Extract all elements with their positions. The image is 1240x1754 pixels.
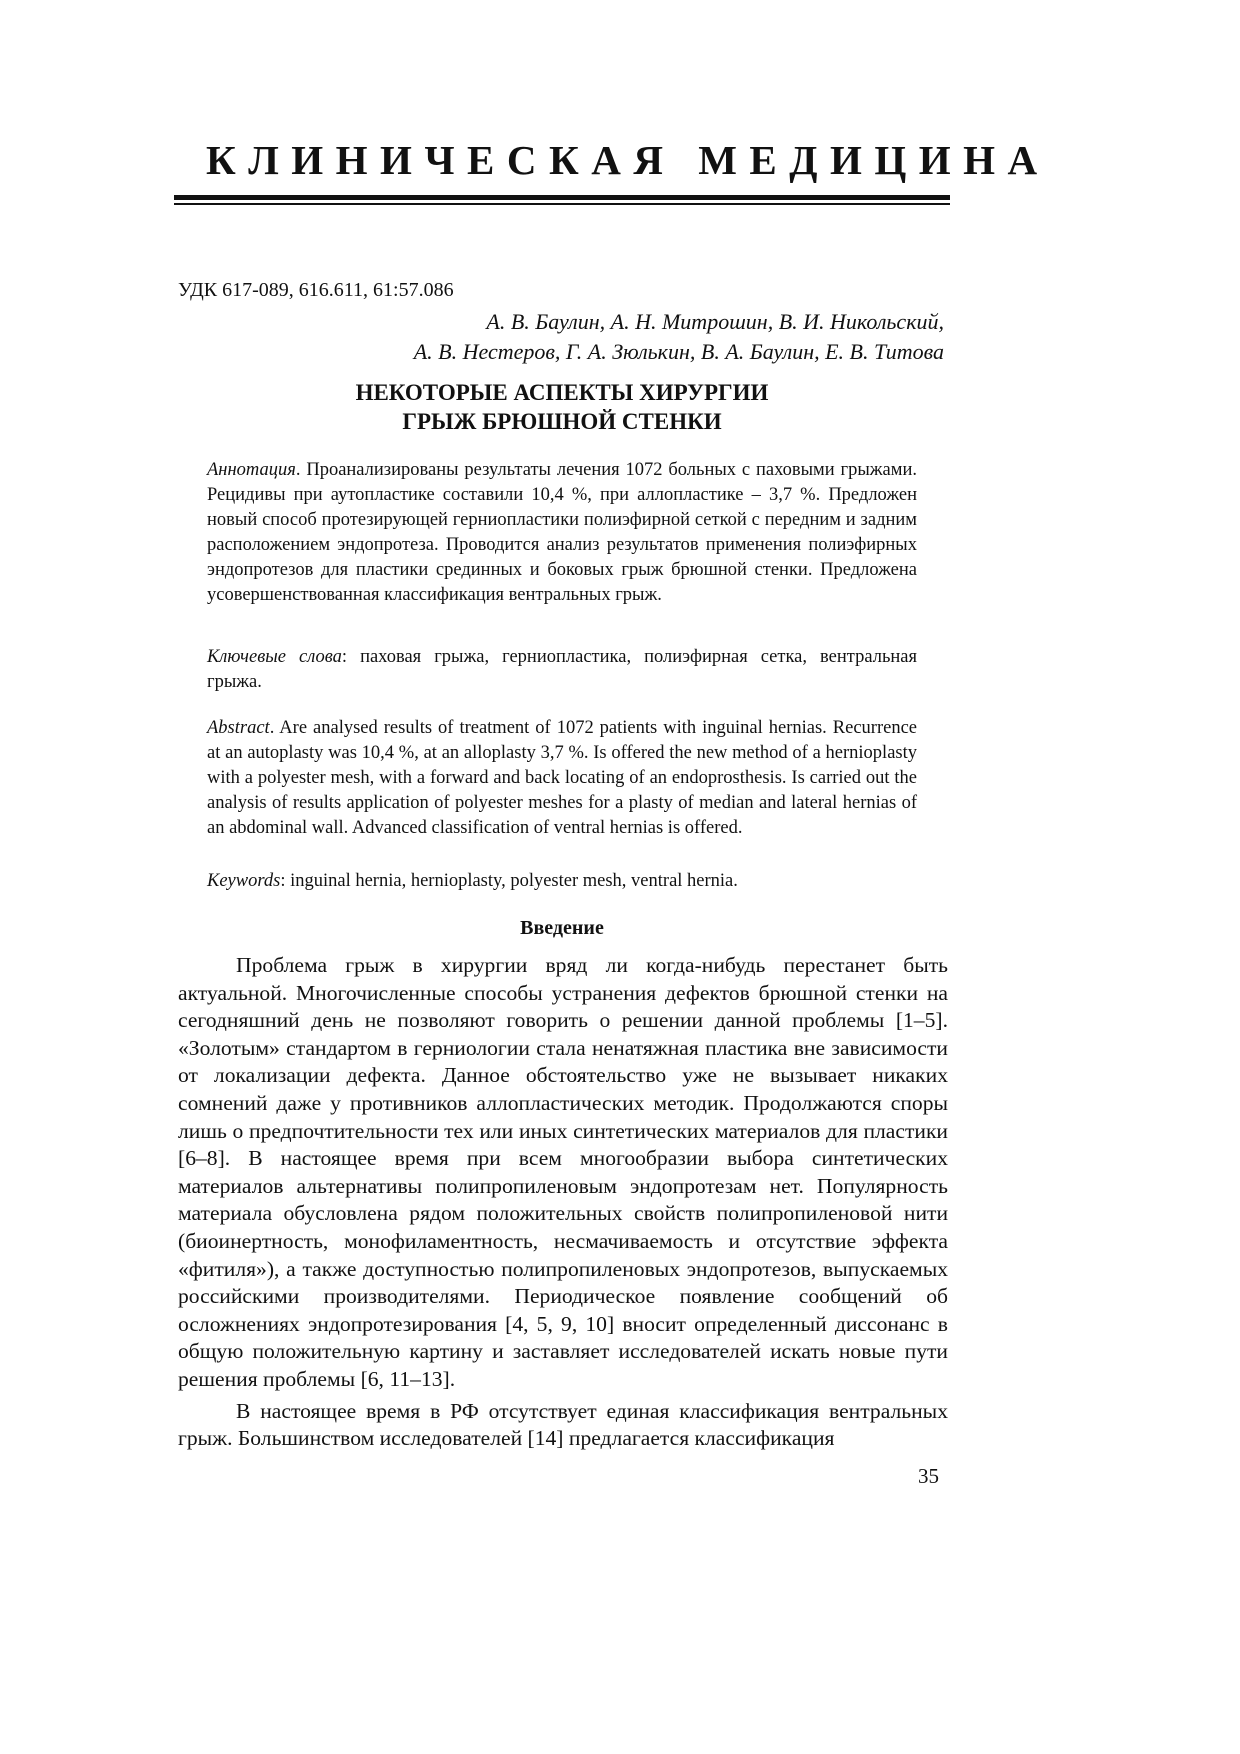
abstract-ru-text: . Проанализированы результаты лечения 1072 больных с паховыми грыжами. Рецидивы при аутопластике составили 10,4 %, при аллопластике – 3,7 %. Предложен новый способ протезирующей герниопластики полиэфирной сеткой с передним и задним расположением эндопротеза. Проводится анализ результатов применения полиэфирных эндопротезов для пластики срединных и боковых грыж брюшной стенки. Предложена усовершенствованная классификация вентральных грыж. bbox=[207, 460, 917, 605]
article-title bbox=[174, 378, 950, 436]
abstract-en-text: . Are analysed results of treatment of 1072 patients with inguinal hernias. Recurrence at an autoplasty was 10,4 %, at an alloplasty 3,7 %. Is offered the new method of a hernioplasty with a polyester mesh, with a forward and back locating of an endoprosthesis. Is carried out the analysis of results application of polyester meshes for a plasty of median and lateral hernias of an abdominal wall. Advanced classification of ventral hernias is offered. bbox=[207, 718, 917, 838]
header-rule-thin bbox=[174, 203, 950, 205]
keywords-en-text: : inguinal hernia, hernioplasty, polyester mesh, ventral hernia. bbox=[280, 871, 738, 891]
section-title: КЛИНИЧЕСКАЯ МЕДИЦИНА bbox=[206, 137, 1050, 183]
body-text bbox=[178, 952, 948, 1457]
authors-line-2: А. В. Нестеров, Г. А. Зюлькин, В. А. Баулин, Е. В. Титова bbox=[413, 339, 944, 364]
authors bbox=[184, 307, 944, 367]
keywords-en bbox=[207, 869, 917, 894]
header-rule-thick bbox=[174, 195, 950, 200]
page-number: 35 bbox=[918, 1464, 939, 1488]
keywords-ru bbox=[207, 645, 917, 695]
abstract-en-label: Abstract bbox=[207, 718, 270, 738]
abstract-ru-label: Аннотация bbox=[207, 460, 296, 480]
body-paragraph-2: В настоящее время в РФ отсутствует единая классификация вентральных грыж. Большинством исследователей [14] предлагается классификация bbox=[178, 1398, 948, 1451]
keywords-en-label: Keywords bbox=[207, 871, 281, 891]
keywords-ru-text: : паховая грыжа, герниопластика, полиэфирная сетка, вентральная грыжа. bbox=[207, 647, 918, 692]
article-title-line-2: ГРЫЖ БРЮШНОЙ СТЕНКИ bbox=[402, 409, 722, 434]
udc-code: УДК 617-089, 616.611, 61:57.086 bbox=[178, 279, 454, 301]
article-title-line-1: НЕКОТОРЫЕ АСПЕКТЫ ХИРУРГИИ bbox=[355, 380, 769, 405]
intro-heading: Введение bbox=[520, 917, 604, 939]
section-header bbox=[174, 137, 1050, 205]
abstract-en bbox=[207, 716, 917, 841]
keywords-ru-label: Ключевые слова bbox=[207, 647, 342, 667]
abstract-ru bbox=[207, 458, 917, 608]
authors-line-1: А. В. Баулин, А. Н. Митрошин, В. И. Никольский, bbox=[486, 309, 944, 334]
body-paragraph-1: Проблема грыж в хирургии вряд ли когда-нибудь перестанет быть актуальной. Многочисленные способы устранения дефектов брюшной стенки на сегодняшний день не позволяют говорить о решении данной проблемы [1–5]. «Золотым» стандартом в герниологии стала ненатяжная пластика вне зависимости от локализации дефекта. Данное обстоятельство уже не вызывает никаких сомнений даже у противников аллопластических методик. Продолжаются споры лишь о предпочтительности тех или иных синтетических материалов для пластики [6–8]. В настоящее время при всем многообразии выбора синтетических материалов альтернативы полипропиленовым эндопротезам нет. Популярность материала обусловлена рядом положительных свойств полипропиленовой нити (биоинертность, монофиламентность, несмачиваемость и отсутствие эффекта «фитиля»), а также доступностью полипропиленовых эндопротезов, выпускаемых российскими производителями. Периодическое появление сообщений об осложнениях эндопротезирования [4, 5, 9, 10] вносит определенный диссонанс в общую положительную картину и заставляет исследователей искать новые пути решения проблемы [6, 11–13]. bbox=[178, 953, 948, 1391]
